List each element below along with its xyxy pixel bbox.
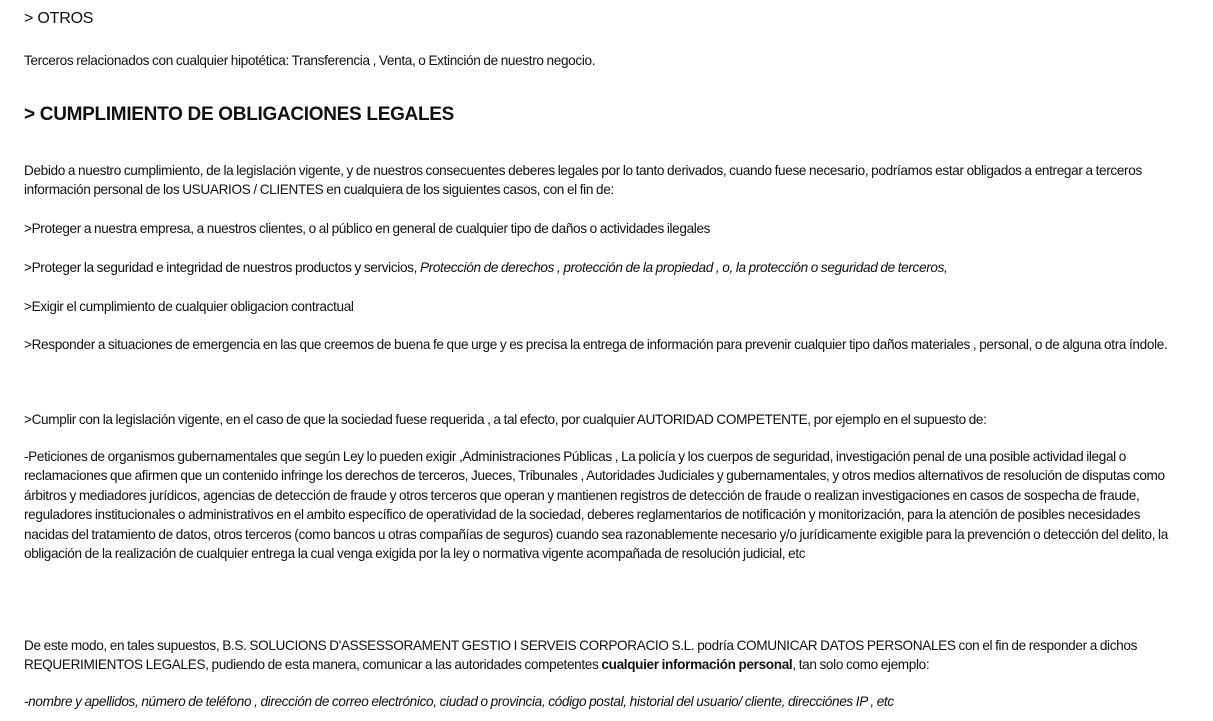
list-item-responder-emergencia: >Responder a situaciones de emergencia en las que creemos de buena fe que urge y es precisa la entrega de información para prevenir cualquier tipo daños materiales , personal, o de alguna otra índole. (24, 337, 1168, 352)
list-item-cumplir-legislacion: >Cumplir con la legislación vigente, en el caso de que la sociedad fuese requerida , a tal efecto, por cualquier AUTORIDAD COMPETENTE, por ejemplo en el supuesto de: (24, 412, 987, 427)
comunicacion-text-after: , tan solo como ejemplo: (792, 657, 930, 673)
list-item-proteger-empresa: >Proteger a nuestra empresa, a nuestros clientes, o al público en general de cualquier tipo de daños o actividades ilegales (24, 221, 711, 236)
otros-text: Terceros relacionados con cualquier hipotética: Transferencia , Venta, o Extinción de nuestro negocio. (24, 53, 596, 68)
cumplimiento-heading: > CUMPLIMIENTO DE OBLIGACIONES LEGALES (24, 104, 455, 125)
peticiones-paragraph: -Peticiones de organismos gubernamentales que según Ley lo pueden exigir ,Administraciones Públicas , La policía y los cuerpos de seguridad, investigación penal de una posible actividad ilegal o reclamaciones que afirmen que un contenido infringe los derechos de terceros, Jueces, Tribunales , Autoridades Judiciales y gubernamentales, y otros medios alternativos de resolución de disputas como árbitros y mediadores jurídicos, agencias de detección de fraude y otros terceros que operan y mantienen registros de detección de fraude o realizan investigaciones en casos de sospecha de fraude, reguladores institucionales o administrativos en el ambito específico de operatividad de la sociedad, deberes reglamentarios de notificación y monitorización, para la atención de posibles necesidades nacidas del tratamiento de datos, otros terceros (como bancos u otras compañías de seguros) cuando sea razonablemente necesario y/o jurídicamente exigible para la prevención o detección del delito, la obligación de la realización de cualquier entrega la cual venga exigida por la ley o normativa vigente acompañada de resolución judicial, etc (24, 449, 1168, 562)
otros-heading: > OTROS (24, 10, 94, 27)
ejemplo-datos-text: -nombre y apellidos, número de teléfono , dirección de correo electrónico, ciudad o provincia, código postal, historial del usuario/ cliente, direcciónes IP , etc (24, 694, 894, 709)
comunicacion-text-before: De este modo, en tales supuestos, B.S. SOLUCIONS D'ASSESSORAMENT GESTIO I SERVEIS CORPORACIO S.L. podría COMUNICAR DATOS PERSONALES con el fin de responder a dichos REQUERIMIENTOS LEGALES, pudiendo de esta manera, comunicar a las autoridades competentes (24, 638, 1138, 673)
ejemplo-datos-paragraph (24, 692, 1184, 711)
list-item-proteger-seguridad-italic: Protección de derechos , protección de la propiedad , o, la protección o seguridad de terceros, (419, 260, 948, 275)
cumplimiento-intro: Debido a nuestro cumplimiento, de la legislación vigente, y de nuestros consecuentes deberes legales por lo tanto derivados, cuando fuese necesario, podríamos estar obligados a entregar a terceros información personal de los USUARIOS / CLIENTES en cualquiera de los siguientes casos, con el fin de: (24, 163, 1142, 198)
comunicacion-text-bold: cualquier información personal (601, 657, 793, 673)
list-item-exigir-cumplimiento: >Exigir el cumplimiento de cualquier obligacion contractual (24, 299, 354, 314)
list-item-proteger-seguridad (24, 258, 1184, 277)
list-item-proteger-seguridad-text: >Proteger la seguridad e integridad de nuestros productos y servicios, (24, 260, 420, 275)
comunicacion-paragraph (24, 636, 1184, 675)
